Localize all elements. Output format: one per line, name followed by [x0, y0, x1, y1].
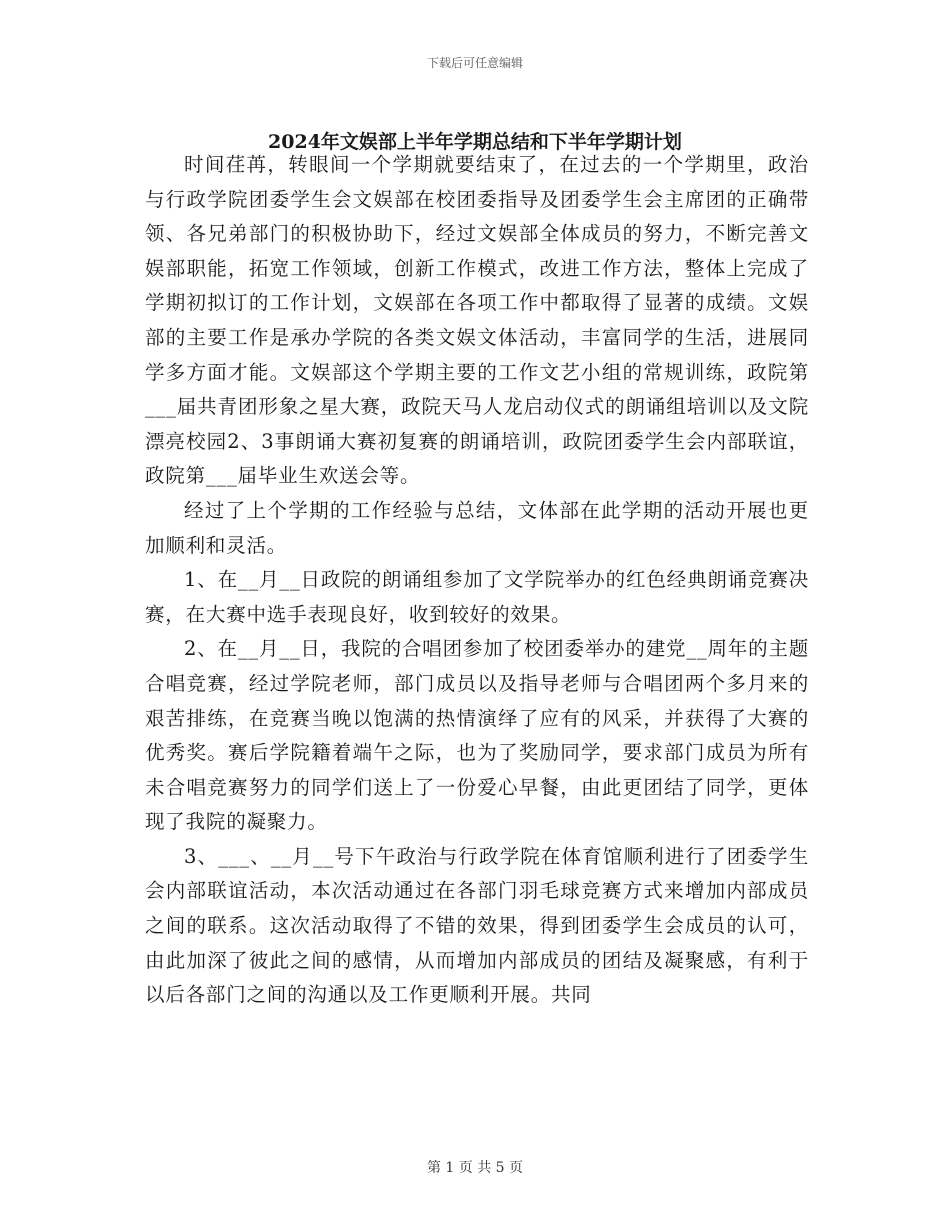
paragraph: 1、在__月__日政院的朗诵组参加了文学院举办的红色经典朗诵竞赛决赛，在大赛中选手表现良好，收到较好的效果。 — [145, 568, 809, 626]
document-title: 2024年文娱部上半年学期总结和下半年学期计划 — [268, 130, 682, 153]
document-body — [145, 148, 809, 1013]
paragraph: 时间荏苒，转眼间一个学期就要结束了，在过去的一个学期里，政治与行政学院团委学生会文娱部在校团委指导及团委学生会主席团的正确带领、各兄弟部门的积极协助下，经过文娱部全体成员的努力，不断完善文娱部职能，拓宽工作领域，创新工作模式，改进工作方法，整体上完成了学期初拟订的工作计划，文娱部在各项工作中都取得了显著的成绩。文娱部的主要工作是承办学院的各类文娱文体活动，丰富同学的生活，进展同学多方面才能。文娱部这个学期主要的工作文艺小组的常规训练，政院第___届共青团形象之星大赛，政院天马人龙启动仪式的朗诵组培训以及文院漂亮校园2、3事朗诵大赛初复赛的朗诵培训，政院团委学生会内部联谊，政院第___届毕业生欢送会等。 — [145, 153, 809, 488]
header-note: 下载后可任意编辑 — [426, 56, 523, 70]
paragraph: 经过了上个学期的工作经验与总结，文体部在此学期的活动开展也更加顺利和灵活。 — [145, 498, 809, 557]
page-number: 第 1 页 共 5 页 — [426, 1160, 524, 1176]
paragraph: 2、在__月__日，我院的合唱团参加了校团委举办的建党__周年的主题合唱竞赛，经过学院老师，部门成员以及指导老师与合唱团两个多月来的艰苦排练，在竞赛当晚以饱满的热情演绎了应有的风采，并获得了大赛的优秀奖。赛后学院籍着端午之际，也为了奖励同学，要求部门成员为所有未合唱竞赛努力的同学们送上了一份爱心早餐，由此更团结了同学，更体现了我院的凝聚力。 — [145, 637, 809, 834]
paragraph: 3、___、__月__号下午政治与行政学院在体育馆顺利进行了团委学生会内部联谊活动，本次活动通过在各部门羽毛球竞赛方式来增加内部成员之间的联系。这次活动取得了不错的效果，得到团委学生会成员的认可，由此加深了彼此之间的感情，从而增加内部成员的团结及凝聚感，有利于以后各部门之间的沟通以及工作更顺利开展。共同 — [145, 844, 809, 1007]
